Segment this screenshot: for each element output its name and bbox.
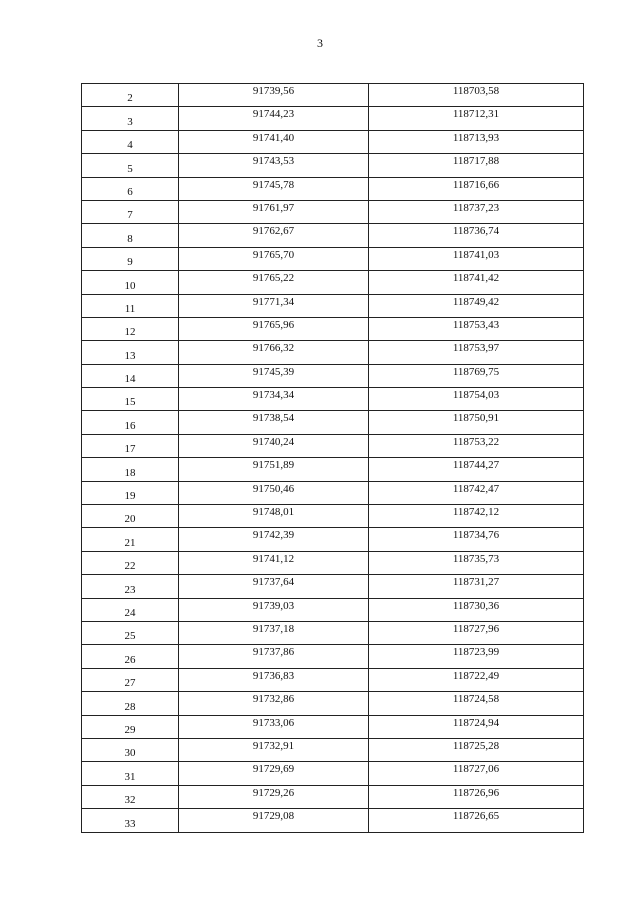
table-row [82, 84, 584, 107]
point-number-cell: 27 [82, 668, 179, 691]
point-number-cell: 8 [82, 224, 179, 247]
table-row [82, 668, 584, 691]
x-coordinate-cell: 91733,06 [179, 715, 369, 738]
x-coordinate-cell: 91741,12 [179, 551, 369, 574]
point-number-cell: 7 [82, 200, 179, 223]
y-coordinate-cell: 118716,66 [369, 177, 584, 200]
table-row [82, 411, 584, 434]
table-row [82, 130, 584, 153]
table-row [82, 107, 584, 130]
table-row [82, 341, 584, 364]
x-coordinate-cell: 91741,40 [179, 130, 369, 153]
point-number-cell: 14 [82, 364, 179, 387]
y-coordinate-cell: 118727,06 [369, 762, 584, 785]
x-coordinate-cell: 91739,03 [179, 598, 369, 621]
table-row [82, 505, 584, 528]
x-coordinate-cell: 91742,39 [179, 528, 369, 551]
point-number-cell: 16 [82, 411, 179, 434]
x-coordinate-cell: 91737,18 [179, 621, 369, 644]
x-coordinate-cell: 91732,86 [179, 692, 369, 715]
table-row [82, 294, 584, 317]
table-row [82, 224, 584, 247]
x-coordinate-cell: 91765,70 [179, 247, 369, 270]
table-row [82, 738, 584, 761]
point-number-cell: 23 [82, 575, 179, 598]
table-row [82, 785, 584, 808]
point-number-cell: 24 [82, 598, 179, 621]
table-row [82, 247, 584, 270]
y-coordinate-cell: 118736,74 [369, 224, 584, 247]
y-coordinate-cell: 118750,91 [369, 411, 584, 434]
y-coordinate-cell: 118749,42 [369, 294, 584, 317]
point-number-cell: 29 [82, 715, 179, 738]
point-number-cell: 32 [82, 785, 179, 808]
x-coordinate-cell: 91739,56 [179, 84, 369, 107]
point-number-cell: 19 [82, 481, 179, 504]
x-coordinate-cell: 91745,78 [179, 177, 369, 200]
x-coordinate-cell: 91765,22 [179, 271, 369, 294]
y-coordinate-cell: 118722,49 [369, 668, 584, 691]
y-coordinate-cell: 118703,58 [369, 84, 584, 107]
point-number-cell: 22 [82, 551, 179, 574]
y-coordinate-cell: 118753,97 [369, 341, 584, 364]
y-coordinate-cell: 118735,73 [369, 551, 584, 574]
table-row [82, 434, 584, 457]
y-coordinate-cell: 118727,96 [369, 621, 584, 644]
table-row [82, 809, 584, 832]
point-number-cell: 17 [82, 434, 179, 457]
y-coordinate-cell: 118712,31 [369, 107, 584, 130]
x-coordinate-cell: 91732,91 [179, 738, 369, 761]
point-number-cell: 6 [82, 177, 179, 200]
table-row [82, 200, 584, 223]
point-number-cell: 15 [82, 388, 179, 411]
point-number-cell: 25 [82, 621, 179, 644]
y-coordinate-cell: 118737,23 [369, 200, 584, 223]
y-coordinate-cell: 118744,27 [369, 458, 584, 481]
x-coordinate-cell: 91737,86 [179, 645, 369, 668]
x-coordinate-cell: 91762,67 [179, 224, 369, 247]
point-number-cell: 4 [82, 130, 179, 153]
y-coordinate-cell: 118731,27 [369, 575, 584, 598]
y-coordinate-cell: 118730,36 [369, 598, 584, 621]
y-coordinate-cell: 118726,96 [369, 785, 584, 808]
y-coordinate-cell: 118769,75 [369, 364, 584, 387]
x-coordinate-cell: 91737,64 [179, 575, 369, 598]
y-coordinate-cell: 118726,65 [369, 809, 584, 832]
point-number-cell: 31 [82, 762, 179, 785]
y-coordinate-cell: 118713,93 [369, 130, 584, 153]
table-row [82, 458, 584, 481]
table-row [82, 715, 584, 738]
point-number-cell: 9 [82, 247, 179, 270]
point-number-cell: 21 [82, 528, 179, 551]
page-number: 3 [317, 36, 323, 50]
table-row [82, 762, 584, 785]
x-coordinate-cell: 91766,32 [179, 341, 369, 364]
y-coordinate-cell: 118742,12 [369, 505, 584, 528]
x-coordinate-cell: 91745,39 [179, 364, 369, 387]
table-row [82, 692, 584, 715]
x-coordinate-cell: 91751,89 [179, 458, 369, 481]
x-coordinate-cell: 91765,96 [179, 317, 369, 340]
table-row [82, 317, 584, 340]
y-coordinate-cell: 118742,47 [369, 481, 584, 504]
x-coordinate-cell: 91729,26 [179, 785, 369, 808]
y-coordinate-cell: 118724,58 [369, 692, 584, 715]
coordinates-table [81, 83, 584, 833]
table-row [82, 154, 584, 177]
point-number-cell: 30 [82, 738, 179, 761]
point-number-cell: 11 [82, 294, 179, 317]
table-row [82, 621, 584, 644]
point-number-cell: 26 [82, 645, 179, 668]
y-coordinate-cell: 118754,03 [369, 388, 584, 411]
y-coordinate-cell: 118723,99 [369, 645, 584, 668]
point-number-cell: 12 [82, 317, 179, 340]
table-row [82, 388, 584, 411]
coordinates-table-body [82, 84, 584, 833]
table-row [82, 271, 584, 294]
point-number-cell: 33 [82, 809, 179, 832]
y-coordinate-cell: 118724,94 [369, 715, 584, 738]
y-coordinate-cell: 118741,03 [369, 247, 584, 270]
x-coordinate-cell: 91740,24 [179, 434, 369, 457]
x-coordinate-cell: 91738,54 [179, 411, 369, 434]
y-coordinate-cell: 118717,88 [369, 154, 584, 177]
table-row [82, 177, 584, 200]
x-coordinate-cell: 91729,69 [179, 762, 369, 785]
y-coordinate-cell: 118741,42 [369, 271, 584, 294]
table-row [82, 481, 584, 504]
point-number-cell: 18 [82, 458, 179, 481]
point-number-cell: 28 [82, 692, 179, 715]
x-coordinate-cell: 91750,46 [179, 481, 369, 504]
table-row [82, 598, 584, 621]
table-row [82, 551, 584, 574]
x-coordinate-cell: 91736,83 [179, 668, 369, 691]
x-coordinate-cell: 91761,97 [179, 200, 369, 223]
x-coordinate-cell: 91744,23 [179, 107, 369, 130]
y-coordinate-cell: 118734,76 [369, 528, 584, 551]
point-number-cell: 3 [82, 107, 179, 130]
point-number-cell: 2 [82, 84, 179, 107]
y-coordinate-cell: 118725,28 [369, 738, 584, 761]
point-number-cell: 20 [82, 505, 179, 528]
x-coordinate-cell: 91771,34 [179, 294, 369, 317]
table-row [82, 364, 584, 387]
table-row [82, 645, 584, 668]
y-coordinate-cell: 118753,43 [369, 317, 584, 340]
point-number-cell: 13 [82, 341, 179, 364]
y-coordinate-cell: 118753,22 [369, 434, 584, 457]
point-number-cell: 5 [82, 154, 179, 177]
x-coordinate-cell: 91748,01 [179, 505, 369, 528]
x-coordinate-cell: 91743,53 [179, 154, 369, 177]
table-row [82, 575, 584, 598]
x-coordinate-cell: 91729,08 [179, 809, 369, 832]
point-number-cell: 10 [82, 271, 179, 294]
x-coordinate-cell: 91734,34 [179, 388, 369, 411]
table-row [82, 528, 584, 551]
